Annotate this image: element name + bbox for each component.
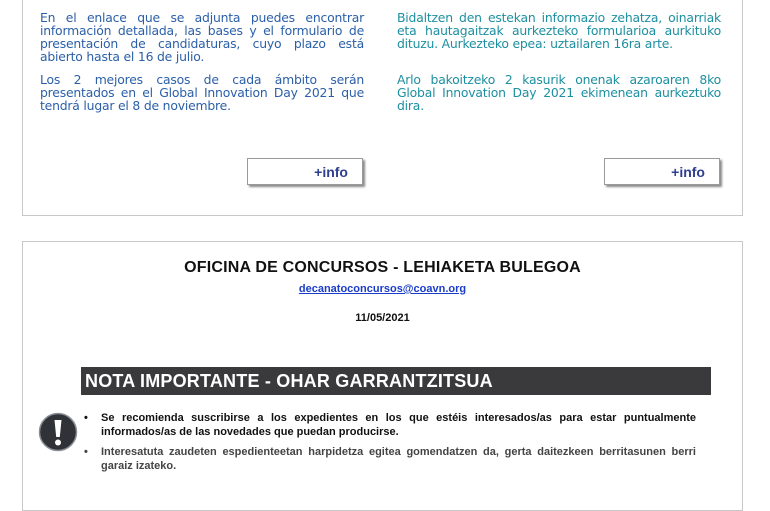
basque-paragraph-details: Bidaltzen den estekan informazio zehatza, oinarriak eta hautagaitzak aurkezteko formularioa aurkituko dituzu. Aurkezteko epea: uztailaren 16ra arte. <box>397 10 721 51</box>
office-title: OFICINA DE CONCURSOS - LEHIAKETA BULEGOA <box>184 259 581 276</box>
basque-paragraph-presentation: Arlo bakoitzeko 2 kasurik onenak azaroaren 8ko Global Innovation Day 2021 ekimenean aurkeztuko dira. <box>397 72 721 113</box>
bullet-marker: • <box>84 412 88 424</box>
notice-bullet-basque: Interesatuta zaudeten espedienteetan harpidetza egitea gomendatzen da, gerta daitezkeen berritasunen berri garaiz izateko. <box>101 446 696 472</box>
basque-info-button[interactable]: +info <box>604 158 720 185</box>
notice-bullet-spanish: Se recomienda suscribirse a los expedientes en los que estéis interesados/as para estar puntualmente informados/as de las novedades que puedan producirse. <box>101 412 696 438</box>
bullet-marker: • <box>84 446 88 458</box>
spanish-paragraph-presentation: Los 2 mejores casos de cada ámbito serán presentados en el Global Innovation Day 2021 que tendrá lugar el 8 de noviembre. <box>40 72 364 113</box>
exclamation-icon <box>38 412 78 452</box>
spanish-info-button[interactable]: +info <box>247 158 363 185</box>
list-item <box>84 446 696 473</box>
office-email-link[interactable]: decanatoconcursos@coavn.org <box>298 283 467 295</box>
important-note-banner: NOTA IMPORTANTE - OHAR GARRANTZITSUA <box>81 367 711 395</box>
list-item <box>84 412 696 439</box>
spanish-paragraph-details: En el enlace que se adjunta puedes encontrar información detallada, las bases y el formulario de presentación de candidaturas, cuyo plazo está abierto hasta el 16 de julio. <box>40 10 364 64</box>
office-date: 11/05/2021 <box>355 312 410 324</box>
